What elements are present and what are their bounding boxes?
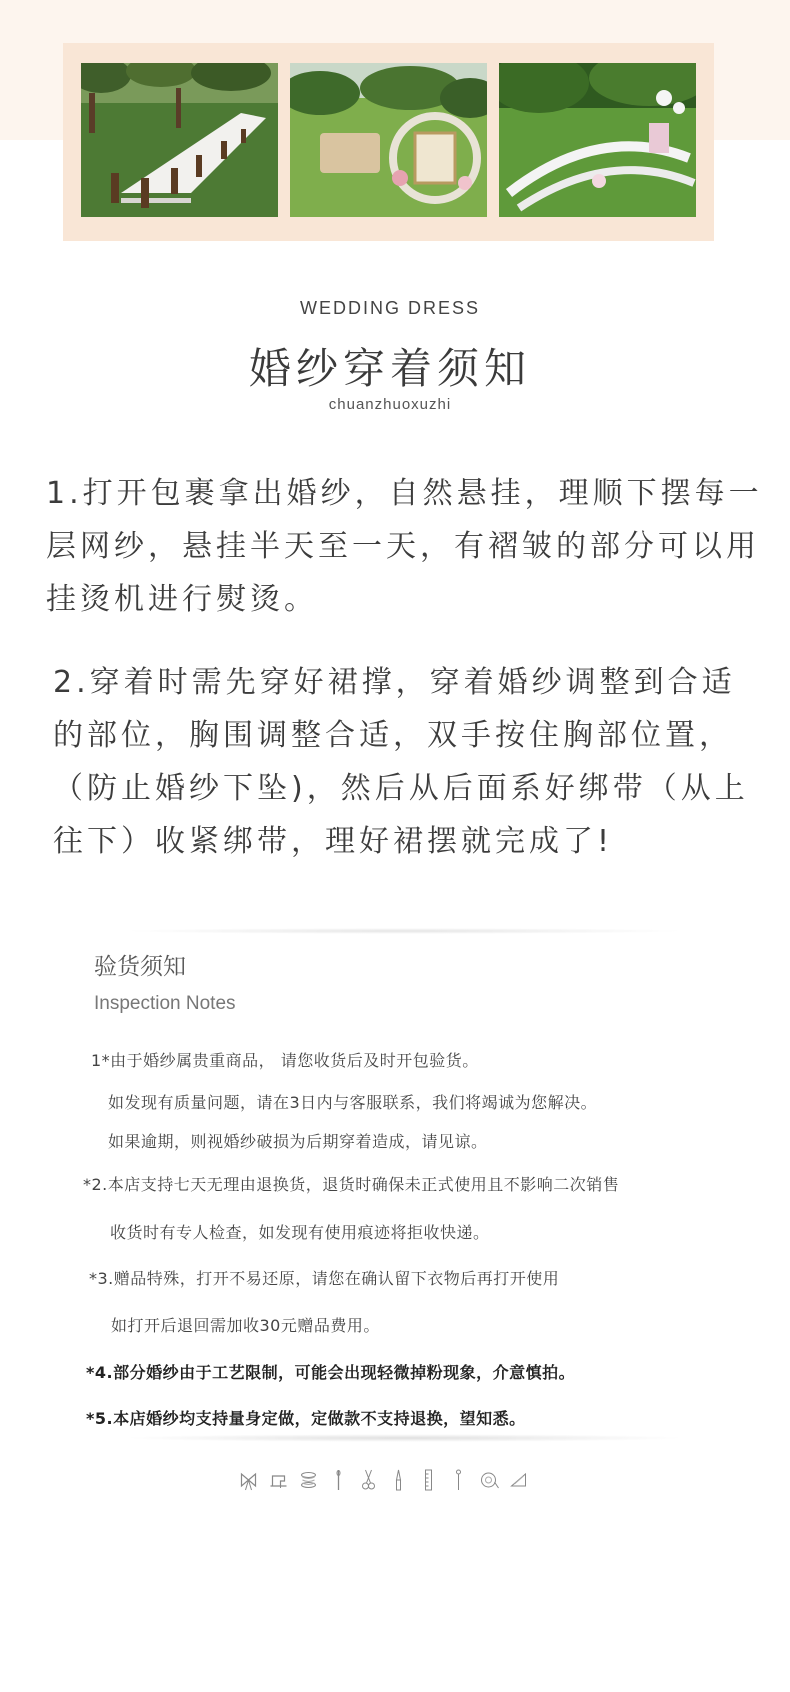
note-line: 如果逾期，则视婚纱破损为后期穿着造成，请见谅。 (108, 1132, 488, 1151)
note-line: 1*由于婚纱属贵重商品， 请您收货后及时开包验货。 (91, 1051, 479, 1070)
heading-english: WEDDING DRESS (299, 298, 480, 318)
notes-title: 验货须知 (94, 954, 186, 980)
tape-measure-icon (478, 1468, 499, 1492)
notes-subtitle: Inspection Notes (94, 993, 236, 1014)
scissors-icon (358, 1468, 379, 1492)
note-line: 如打开后退回需加收30元赠品费用。 (111, 1316, 380, 1335)
ruler-icon (418, 1468, 439, 1492)
note-line: 收货时有专人检查，如发现有使用痕迹将拒收快递。 (110, 1223, 490, 1242)
welcome-sign-photo (290, 63, 487, 217)
instruction-paragraph-2: 2.穿着时需先穿好裙撑，穿着婚纱调整到合适的部位，胸围调整合适，双手按住胸部位置，（防止婚纱下坠)，然后从后面系好绑带（从上往下）收紧绑带，理好裙摆就完成了! (53, 665, 749, 859)
note-line: *2.本店支持七天无理由退换货，退货时确保未正式使用且不影响二次销售 (83, 1175, 620, 1194)
photo-gallery (63, 43, 714, 241)
pin-icon (448, 1468, 469, 1492)
note-line: *5.本店婚纱均支持量身定做，定做款不支持退换，望知悉。 (86, 1409, 526, 1428)
instruction-paragraph-1: 1.打开包裹拿出婚纱，自然悬挂，理顺下摆每一层网纱，悬挂半天至一天，有褶皱的部分可以用挂烫机进行熨烫。 (46, 476, 763, 617)
needle-icon (328, 1468, 349, 1492)
sewing-icons-row (238, 1465, 558, 1495)
note-line: *3.赠品特殊，打开不易还原，请您在确认留下衣物后再打开使用 (89, 1269, 560, 1288)
chalk-icon (508, 1468, 529, 1492)
page-title: 婚纱穿着须知 (248, 344, 531, 393)
bow-icon (238, 1468, 259, 1492)
heading-pinyin: chuanzhuoxuzhi (328, 396, 452, 413)
garden-ceremony-photo (499, 63, 696, 217)
wedding-table-photo (81, 63, 278, 217)
seam-ripper-icon (388, 1468, 409, 1492)
note-line: *4.部分婚纱由于工艺限制，可能会出现轻微掉粉现象，介意慎拍。 (86, 1363, 576, 1382)
note-line: 如发现有质量问题，请在3日内与客服联系，我们将竭诚为您解决。 (108, 1093, 598, 1112)
thread-spool-icon (298, 1468, 319, 1492)
sewing-machine-icon (268, 1468, 289, 1492)
